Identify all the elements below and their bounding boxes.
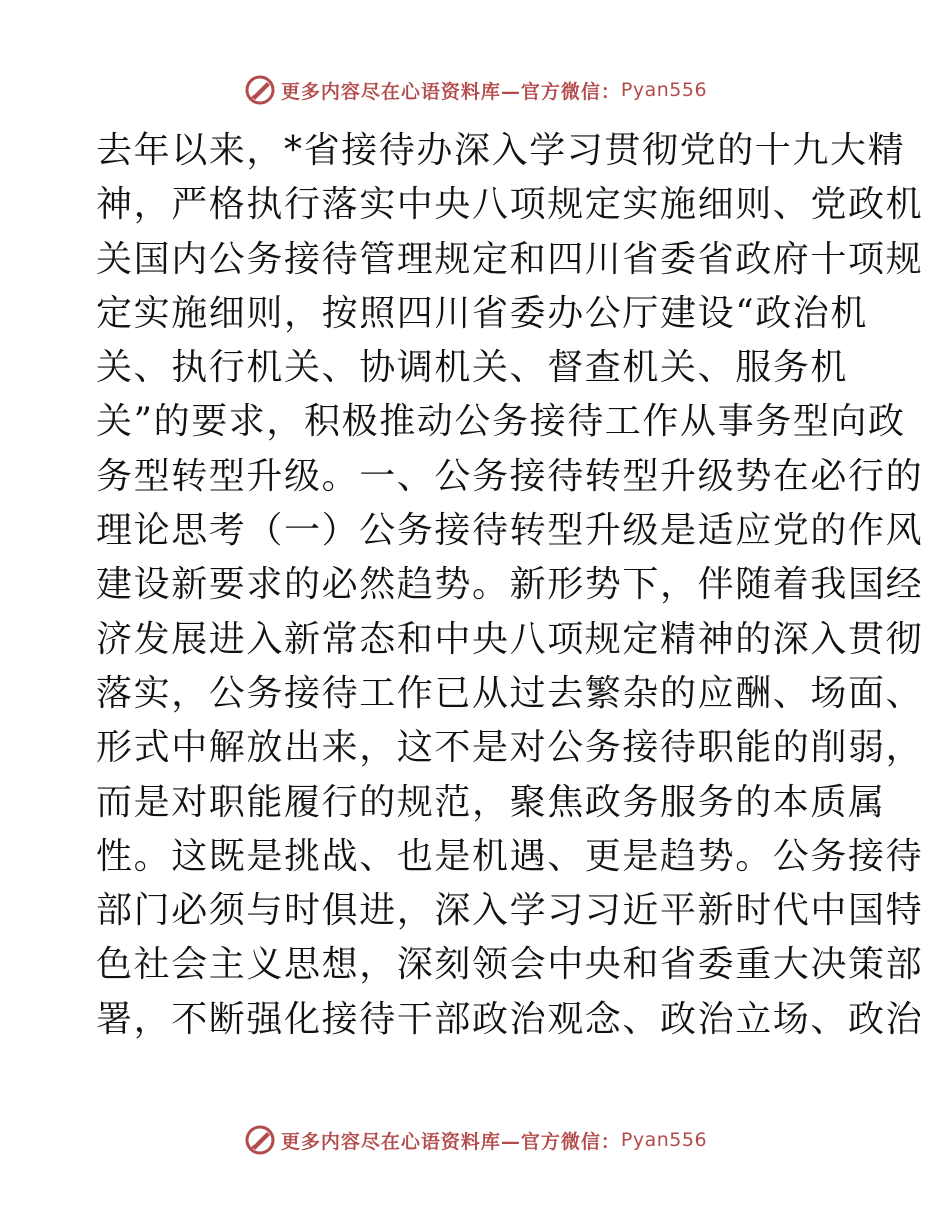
- body-line: 关”的要求，积极推动公务接待工作从事务型向政: [96, 401, 906, 443]
- body-line: 建设新要求的必然趋势。新形势下，伴随着我国经: [96, 564, 924, 606]
- body-line: 务型转型升级。一、公务接待转型升级势在必行的: [96, 455, 924, 497]
- body-line: 定实施细则，按照四川省委办公厅建设“政治机: [96, 292, 869, 334]
- body-line: 形式中解放出来，这不是对公务接待职能的削弱，: [96, 727, 924, 769]
- body-line: 去年以来，*省接待办深入学习贯彻党的十九大精: [96, 130, 906, 171]
- body-line: 署，不断强化接待干部政治观念、政治立场、政治: [96, 998, 924, 1040]
- body-line: 色社会主义思想，深刻领会中央和省委重大决策部: [96, 944, 924, 986]
- body-line: 关、执行机关、协调机关、督查机关、服务机: [96, 347, 849, 389]
- document-body: [96, 124, 924, 1047]
- watermark-wechat: Pyan556: [620, 79, 708, 101]
- header-watermark: [0, 70, 950, 110]
- watermark-text: 更多内容尽在心语资料库—官方微信：: [280, 80, 621, 103]
- watermark-wechat: Pyan556: [620, 1129, 708, 1151]
- body-line: 性。这既是挑战、也是机遇、更是趋势。公务接待: [96, 835, 924, 877]
- ink-pen-logo-icon: [243, 1123, 277, 1157]
- body-line: 济发展进入新常态和中央八项规定精神的深入贯彻: [96, 618, 924, 660]
- body-line: 理论思考（一）公务接待转型升级是适应党的作风: [96, 510, 924, 552]
- ink-pen-logo-icon: [243, 73, 277, 107]
- body-line: 而是对职能履行的规范，聚焦政务服务的本质属: [96, 781, 886, 823]
- body-line: 落实，公务接待工作已从过去繁杂的应酬、场面、: [96, 672, 924, 714]
- footer-watermark: [0, 1120, 950, 1160]
- watermark-text: 更多内容尽在心语资料库—官方微信：: [280, 1130, 621, 1153]
- body-line: 关国内公务接待管理规定和四川省委省政府十项规: [96, 238, 924, 280]
- body-line: 神，严格执行落实中央八项规定实施细则、党政机: [96, 184, 924, 226]
- body-line: 部门必须与时俱进，深入学习习近平新时代中国特: [96, 890, 924, 932]
